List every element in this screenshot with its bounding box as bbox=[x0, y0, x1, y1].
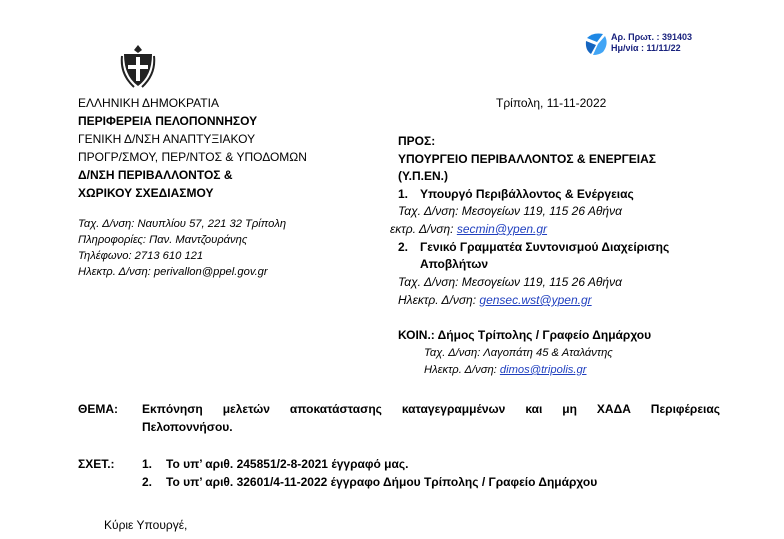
recipient-1-email-label: εκτρ. Δ/νση: bbox=[390, 222, 454, 236]
sender-phone: Τηλέφωνο: 2713 610 121 bbox=[78, 250, 204, 262]
place-date: Τρίπολη, 11-11-2022 bbox=[496, 96, 607, 110]
sender-address: Ταχ. Δ/νση: Ναυπλίου 57, 221 32 Τρίπολη bbox=[78, 218, 287, 230]
sender-line-1: ΕΛΛΗΝΙΚΗ ΔΗΜΟΚΡΑΤΙΑ bbox=[78, 96, 219, 110]
recipient-2-number: 2. bbox=[398, 240, 409, 254]
subject-line-1: Εκπόνηση μελετών αποκατάστασης καταγεγραμμένων και μη ΧΑΔΑ Περιφέρειας bbox=[142, 402, 720, 416]
salutation: Κύριε Υπουργέ, bbox=[104, 518, 188, 532]
recipient-1-number: 1. bbox=[398, 187, 409, 201]
recipient-2-title-line-2: Αποβλήτων bbox=[420, 257, 489, 271]
sender-email: Ηλεκτρ. Δ/νση: perivallon@ppel.gov.gr bbox=[78, 266, 268, 278]
reference-1-number: 1. bbox=[142, 457, 153, 471]
sender-line-2: ΠΕΡΙΦΕΡΕΙΑ ΠΕΛΟΠΟΝΝΗΣΟΥ bbox=[78, 114, 258, 128]
reference-1-text: Το υπ’ αριθ. 245851/2-8-2021 έγγραφό μας. bbox=[166, 457, 409, 471]
sender-line-6: ΧΩΡΙΚΟΥ ΣΧΕΔΙΑΣΜΟΥ bbox=[78, 186, 214, 200]
sender-line-4: ΠΡΟΓΡ/ΣΜΟΥ, ΠΕΡ/ΝΤΟΣ & ΥΠΟΔΟΜΩΝ bbox=[78, 150, 307, 164]
recipient-org-line-2: (Υ.Π.ΕΝ.) bbox=[398, 169, 449, 183]
reference-label: ΣΧΕΤ.: bbox=[78, 457, 115, 471]
sender-block bbox=[78, 94, 307, 202]
recipient-2-email-label: Ηλεκτρ. Δ/νση: bbox=[398, 293, 477, 307]
protocol-number: Αρ. Πρωτ. : 391403 bbox=[611, 32, 693, 42]
recipients-heading: ΠΡΟΣ: bbox=[398, 134, 436, 148]
greek-emblem-icon bbox=[120, 44, 156, 88]
cc-heading: ΚΟΙΝ.: Δήμος Τρίπολης / Γραφείο Δημάρχου bbox=[398, 328, 652, 342]
reference-2-number: 2. bbox=[142, 475, 153, 489]
protocol-date: Ημ/νία : 11/11/22 bbox=[611, 43, 681, 53]
cc-email-row bbox=[424, 362, 586, 378]
recipient-2-email-link[interactable]: gensec.wst@ypen.gr bbox=[479, 293, 592, 307]
cc-address: Ταχ. Δ/νση: Λαγοπάτη 45 & Αταλάντης bbox=[424, 347, 613, 359]
sender-contact bbox=[78, 216, 286, 280]
document-system-logo-icon bbox=[583, 30, 609, 58]
sender-line-5: Δ/ΝΣΗ ΠΕΡΙΒΑΛΛΟΝΤΟΣ & bbox=[78, 168, 233, 182]
recipient-1-address: Ταχ. Δ/νση: Μεσογείων 119, 115 26 Αθήνα bbox=[398, 204, 622, 218]
recipient-1-email-link[interactable]: secmin@ypen.gr bbox=[456, 222, 548, 236]
recipient-org-line-1: ΥΠΟΥΡΓΕΙΟ ΠΕΡΙΒΑΛΛΟΝΤΟΣ & ΕΝΕΡΓΕΙΑΣ bbox=[398, 152, 656, 166]
subject-label: ΘΕΜΑ: bbox=[78, 402, 118, 416]
recipient-2-address: Ταχ. Δ/νση: Μεσογείων 119, 115 26 Αθήνα bbox=[398, 275, 622, 289]
protocol-stamp bbox=[583, 30, 723, 58]
reference-2-text: Το υπ’ αριθ. 32601/4-11-2022 έγγραφο Δήμου Τρίπολης / Γραφείο Δημάρχου bbox=[166, 475, 598, 489]
sender-info: Πληροφορίες: Παν. Μαντζουράνης bbox=[78, 234, 248, 246]
recipient-2-email-row bbox=[398, 291, 592, 309]
recipient-1-email-row bbox=[390, 220, 547, 238]
cc-email-link[interactable]: dimos@tripolis.gr bbox=[499, 364, 587, 376]
cc-email-label: Ηλεκτρ. Δ/νση: bbox=[424, 364, 497, 376]
recipient-1-title: Υπουργό Περιβάλλοντος & Ενέργειας bbox=[420, 187, 634, 201]
subject-line-2: Πελοποννήσου. bbox=[142, 420, 233, 434]
sender-line-3: ΓΕΝΙΚΗ Δ/ΝΣΗ ΑΝΑΠΤΥΞΙΑΚΟΥ bbox=[78, 132, 256, 146]
recipient-2-title-line-1: Γενικό Γραμματέα Συντονισμού Διαχείρισης bbox=[420, 240, 670, 254]
